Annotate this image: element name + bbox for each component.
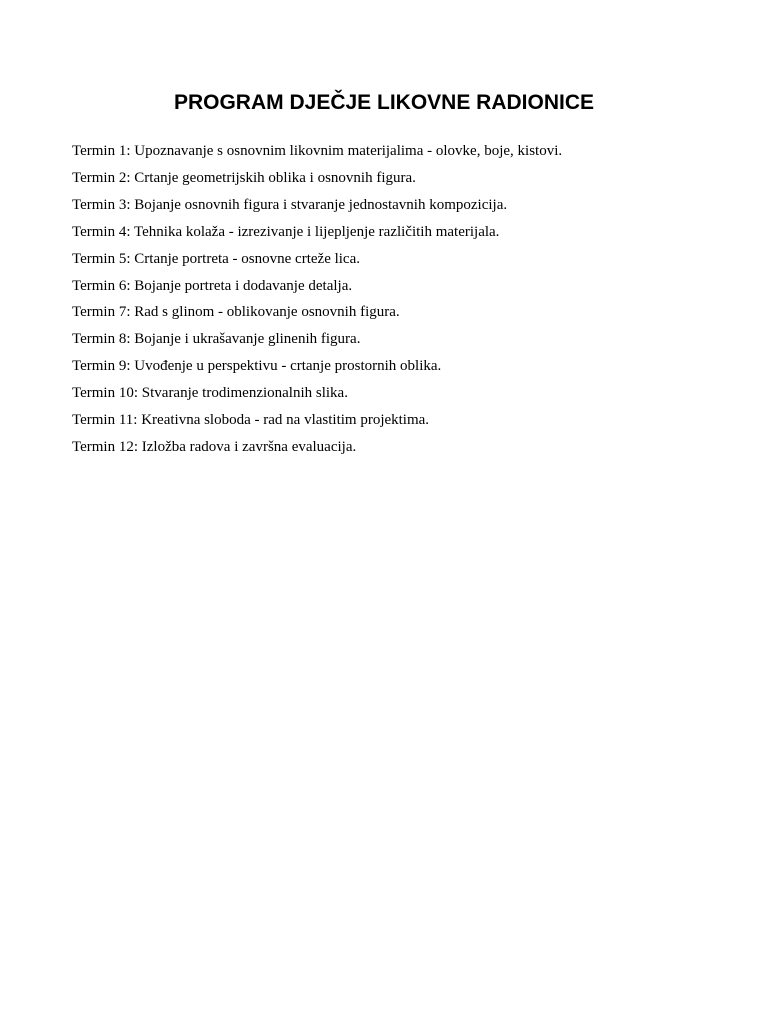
session-item: Termin 6: Bojanje portreta i dodavanje detalja.	[72, 277, 353, 294]
session-item: Termin 4: Tehnika kolaža - izrezivanje i lijepljenje različitih materijala.	[72, 223, 500, 240]
session-item: Termin 12: Izložba radova i završna evaluacija.	[72, 438, 357, 455]
session-item: Termin 11: Kreativna sloboda - rad na vlastitim projektima.	[72, 412, 430, 429]
session-item: Termin 5: Crtanje portreta - osnovne crteže lica.	[72, 250, 360, 267]
session-item: Termin 10: Stvaranje trodimenzionalnih slika.	[72, 385, 348, 402]
session-item: Termin 9: Uvođenje u perspektivu - crtanje prostornih oblika.	[72, 358, 442, 375]
document-title: PROGRAM DJEČJE LIKOVNE RADIONICE	[173, 91, 595, 114]
session-item: Termin 1: Upoznavanje s osnovnim likovnim materijalima - olovke, boje, kistovi.	[72, 143, 563, 159]
session-list	[72, 138, 562, 461]
session-item: Termin 7: Rad s glinom - oblikovanje osnovnih figura.	[72, 304, 400, 321]
session-item: Termin 3: Bojanje osnovnih figura i stvaranje jednostavnih kompozicija.	[72, 196, 508, 213]
session-item: Termin 2: Crtanje geometrijskih oblika i osnovnih figura.	[72, 169, 416, 186]
session-item: Termin 8: Bojanje i ukrašavanje glinenih figura.	[72, 331, 361, 348]
